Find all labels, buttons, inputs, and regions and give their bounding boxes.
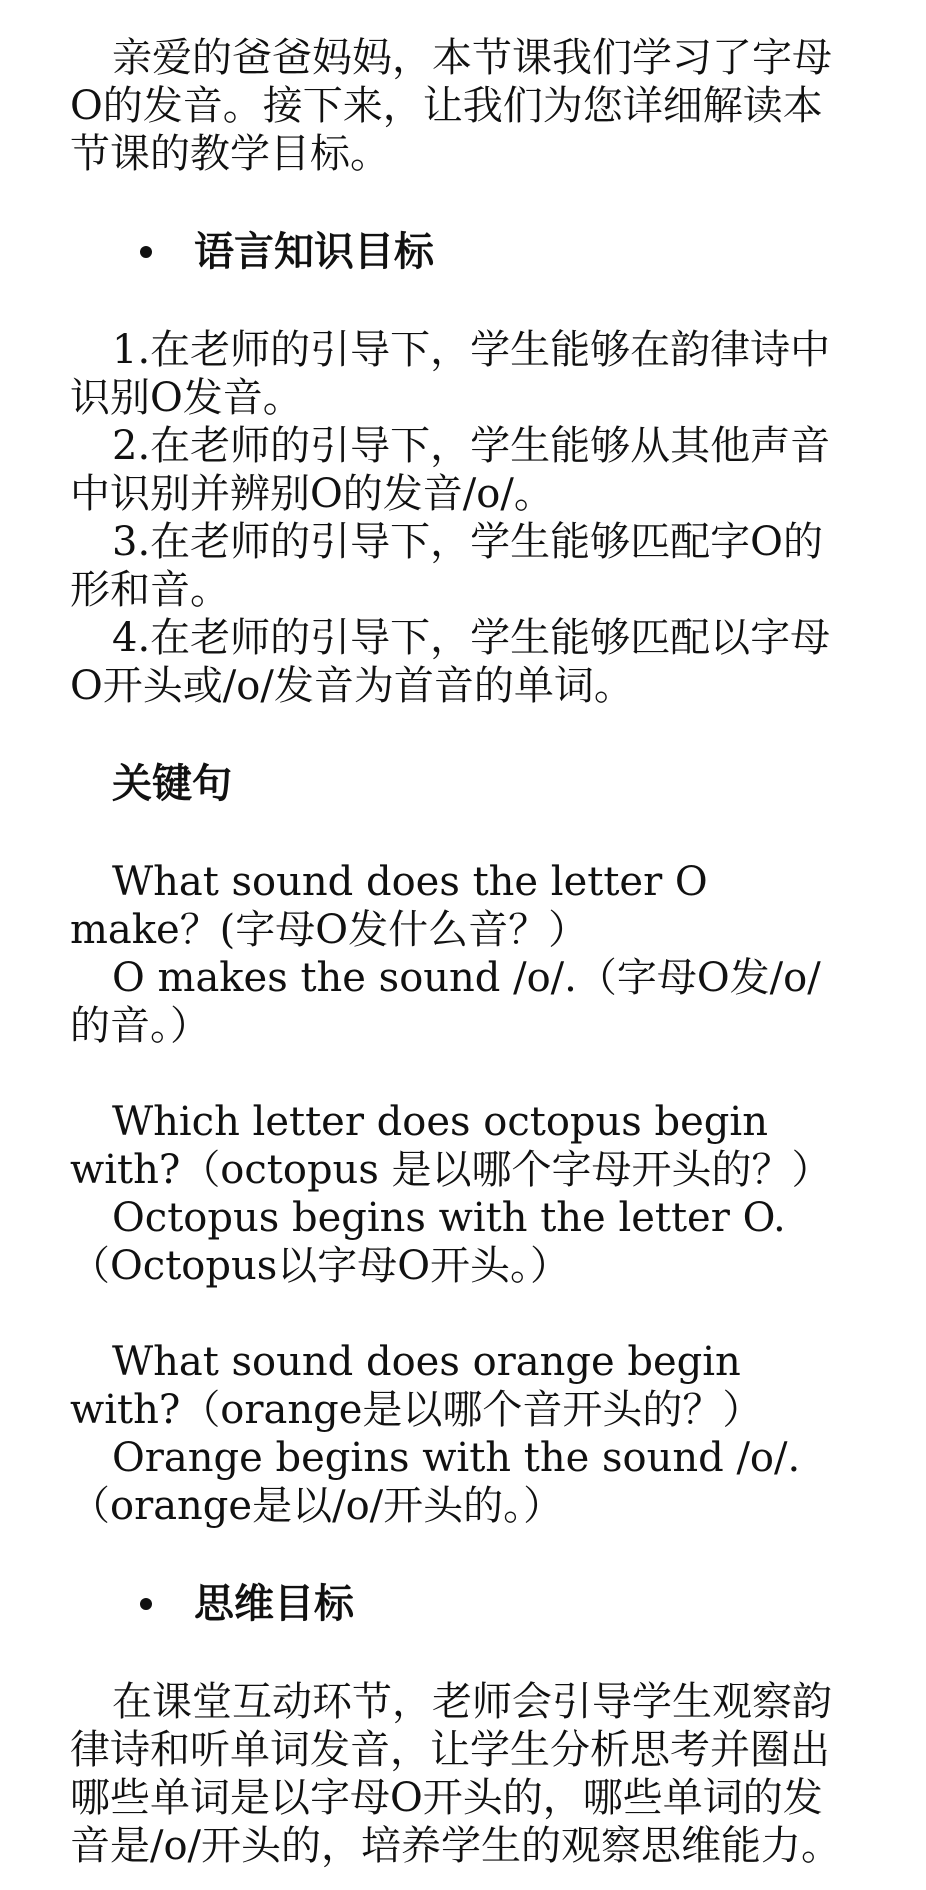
key-sentence-question: What sound does the letter O make？(字母O发什么音？） xyxy=(70,859,708,953)
thinking-goal-heading xyxy=(70,1580,860,1628)
language-goal-item: 4.在老师的引导下，学生能够匹配以字母O开头或/o/发音为首音的单词。 xyxy=(70,615,831,709)
spacer xyxy=(70,178,860,228)
key-sentence-answer: Orange begins with the sound /o/.（orange是以/o/开头的。） xyxy=(70,1435,801,1529)
key-sentence-question: Which letter does octopus begin with?（octopus 是以哪个字母开头的？） xyxy=(70,1099,832,1193)
thinking-goal-heading-text: 思维目标 xyxy=(194,1581,354,1627)
spacer xyxy=(70,1050,860,1098)
document-body xyxy=(70,34,860,1870)
language-goal-item: 3.在老师的引导下，学生能够匹配字O的形和音。 xyxy=(70,519,823,613)
key-sentence-answer: Octopus begins with the letter O.（Octopus以字母O开头。） xyxy=(70,1195,786,1289)
language-goal-heading-text: 语言知识目标 xyxy=(194,229,434,275)
key-sentence-answer: O makes the sound /o/.（字母O发/o/的音。） xyxy=(70,955,821,1049)
language-goal-item: 1.在老师的引导下，学生能够在韵律诗中识别O发音。 xyxy=(70,327,831,421)
intro-paragraph: 亲爱的爸爸妈妈，本节课我们学习了字母O的发音。接下来，让我们为您详细解读本节课的教学目标。 xyxy=(70,35,832,177)
language-goal-heading xyxy=(70,228,860,276)
bullet-dot-icon xyxy=(140,246,152,258)
key-sentence-question: What sound does orange begin with?（orange是以哪个音开头的？） xyxy=(70,1339,763,1433)
spacer xyxy=(70,1628,860,1678)
spacer xyxy=(70,1290,860,1338)
bullet-dot-icon xyxy=(140,1598,152,1610)
spacer xyxy=(70,710,860,760)
spacer xyxy=(70,808,860,858)
language-goal-item: 2.在老师的引导下，学生能够从其他声音中识别并辨别O的发音/o/。 xyxy=(70,423,831,517)
thinking-goal-paragraph: 在课堂互动环节，老师会引导学生观察韵律诗和听单词发音，让学生分析思考并圈出哪些单词是以字母O开头的，哪些单词的发音是/o/开头的，培养学生的观察思维能力。 xyxy=(70,1679,842,1869)
key-sentences-heading: 关键句 xyxy=(112,761,232,807)
spacer xyxy=(70,276,860,326)
spacer xyxy=(70,1530,860,1580)
